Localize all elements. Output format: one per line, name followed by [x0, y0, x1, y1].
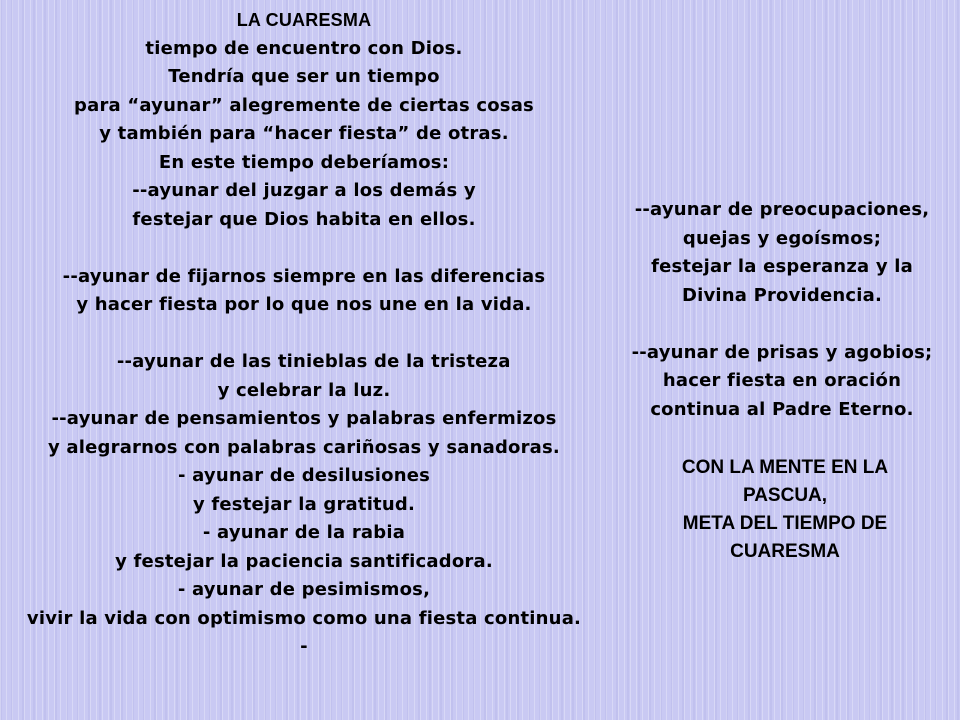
closing-heading — [620, 454, 950, 566]
text-line: --ayunar de pensamientos y palabras enfermizos — [51, 408, 557, 429]
text-line: --ayunar de prisas y agobios; — [631, 341, 933, 363]
text-line: --ayunar del juzgar a los demás y — [132, 180, 476, 201]
text-line: Divina Providencia. — [681, 284, 883, 306]
text-line: y hacer fiesta por lo que nos une en la vida. — [76, 294, 532, 315]
text-line: - ayunar de pesimismos, — [177, 579, 431, 600]
text-line: hacer fiesta en oración — [662, 370, 902, 391]
text-line: --ayunar de fijarnos siempre en las diferencias — [62, 265, 546, 287]
text-line: --ayunar de las tinieblas de la tristeza — [97, 351, 511, 372]
text-line: continua al Padre Eterno. — [650, 398, 914, 420]
text-line: - — [300, 636, 308, 657]
text-line: - ayunar de desilusiones — [177, 465, 431, 486]
text-line: - ayunar de la rabia — [202, 522, 406, 543]
text-line: y celebrar la luz. — [217, 379, 391, 401]
text-line: vivir la vida con optimismo como una fiesta continua. — [26, 607, 582, 629]
text-line: tiempo de encuentro con Dios. — [145, 37, 463, 59]
closing-line: CUARESMA — [730, 541, 840, 562]
text-line: y festejar la gratitud. — [192, 493, 416, 515]
text-line: Tendría que ser un tiempo — [168, 66, 440, 87]
text-line: y también para “hacer fiesta” de otras. — [99, 123, 509, 144]
text-line: para “ayunar” alegremente de ciertas cosas — [74, 94, 534, 116]
blank-line — [0, 234, 608, 263]
right-text-column — [604, 196, 960, 424]
closing-line: PASCUA, — [742, 485, 828, 506]
closing-line: CON LA MENTE EN LA — [681, 457, 889, 478]
text-line: festejar que Dios habita en ellos. — [132, 208, 476, 230]
text-line: y alegrarnos con palabras cariñosas y sanadoras. — [48, 436, 560, 458]
left-text-column — [0, 6, 608, 662]
text-line: y festejar la paciencia santificadora. — [115, 550, 493, 572]
blank-line — [604, 310, 960, 339]
text-line: festejar la esperanza y la — [651, 256, 913, 277]
text-line: quejas y egoísmos; — [682, 227, 882, 249]
text-line: --ayunar de preocupaciones, — [634, 199, 930, 220]
text-line: En este tiempo deberíamos: — [158, 151, 450, 173]
page-title: LA CUARESMA — [236, 10, 372, 30]
closing-line: META DEL TIEMPO DE — [682, 513, 888, 534]
blank-line — [0, 320, 608, 349]
